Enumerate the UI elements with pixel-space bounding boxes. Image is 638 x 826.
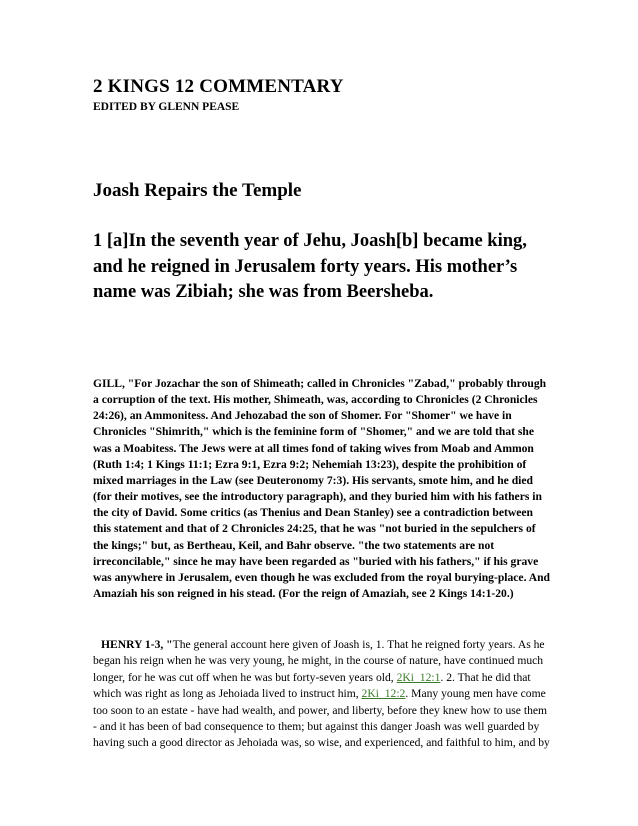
- document-title: 2 KINGS 12 COMMENTARY: [93, 76, 344, 97]
- scripture-verse: 1 [a]In the seventh year of Jehu, Joash[b] became king, and he reigned in Jerusalem forty years. His mother’s name was Zibiah; she was from Beersheba.: [93, 231, 527, 302]
- henry-text-part1: The general account here given of Joash is, 1. That he reigned forty years. As he began his reign when he was very young, he might, in the course of nature, have continued much longer, for he was cut off when he was but forty-seven years old,: [93, 638, 545, 684]
- document-subtitle: EDITED BY GLENN PEASE: [93, 101, 240, 113]
- henry-lead: HENRY 1-3, ": [101, 638, 173, 651]
- henry-text-part3: . Many young men have come too soon to an estate - have had wealth, and power, and liberty, before they knew how to use them - and it has been of bad consequence to them; but against this danger Joash was well guarded by having such a good director as Jehoiada was, so wise, and experienced, and faithful to him, and by: [93, 687, 550, 750]
- henry-commentary: [93, 637, 553, 752]
- gill-commentary: GILL, "For Jozachar the son of Shimeath; called in Chronicles "Zabad," probably through a corruption of the text. His mother, Shimeath, was, according to Chronicles (2 Chronicles 24:26), an Ammonitess. And Jehozabad the son of Shomer. For "Shomer" we have in Chronicles "Shimrith," which is the feminine form of "Shomer," and we are told that she was a Moabitess. The Jews were at all times fond of taking wives from Moab and Ammon (Ruth 1:4; 1 Kings 11:1; Ezra 9:1, Ezra 9:2; Nehemiah 13:23), despite the prohibition of mixed marriages in the Law (see Deuteronomy 7:3). His servants, smote him, and he died (for their motives, see the introductory paragraph), and they buried him with his fathers in the city of David. Some critics (as Thenius and Dean Stanley) see a contradiction between this statement and that of 2 Chronicles 24:25, that he was "not buried in the sepulchers of the kings;" but, as Bertheau, Keil, and Bahr observe. "the two statements are not irreconcilable," since he may have been regarded as "buried with his fathers," if his grave was anywhere in Jerusalem, even though he was excluded from the royal burying-place. And Amaziah his son reigned in his stead. (For the reign of Amaziah, see 2 Kings 14:1-20.): [93, 377, 551, 601]
- section-heading: Joash Repairs the Temple: [93, 180, 302, 201]
- henry-text-part2: . 2. That he did that which was right as long as Jehoiada lived to instruct him,: [93, 670, 531, 701]
- scripture-link-2ki-12-2[interactable]: 2Ki_12:2: [361, 687, 406, 701]
- scripture-link-2ki-12-1[interactable]: 2Ki_12:1: [396, 670, 441, 684]
